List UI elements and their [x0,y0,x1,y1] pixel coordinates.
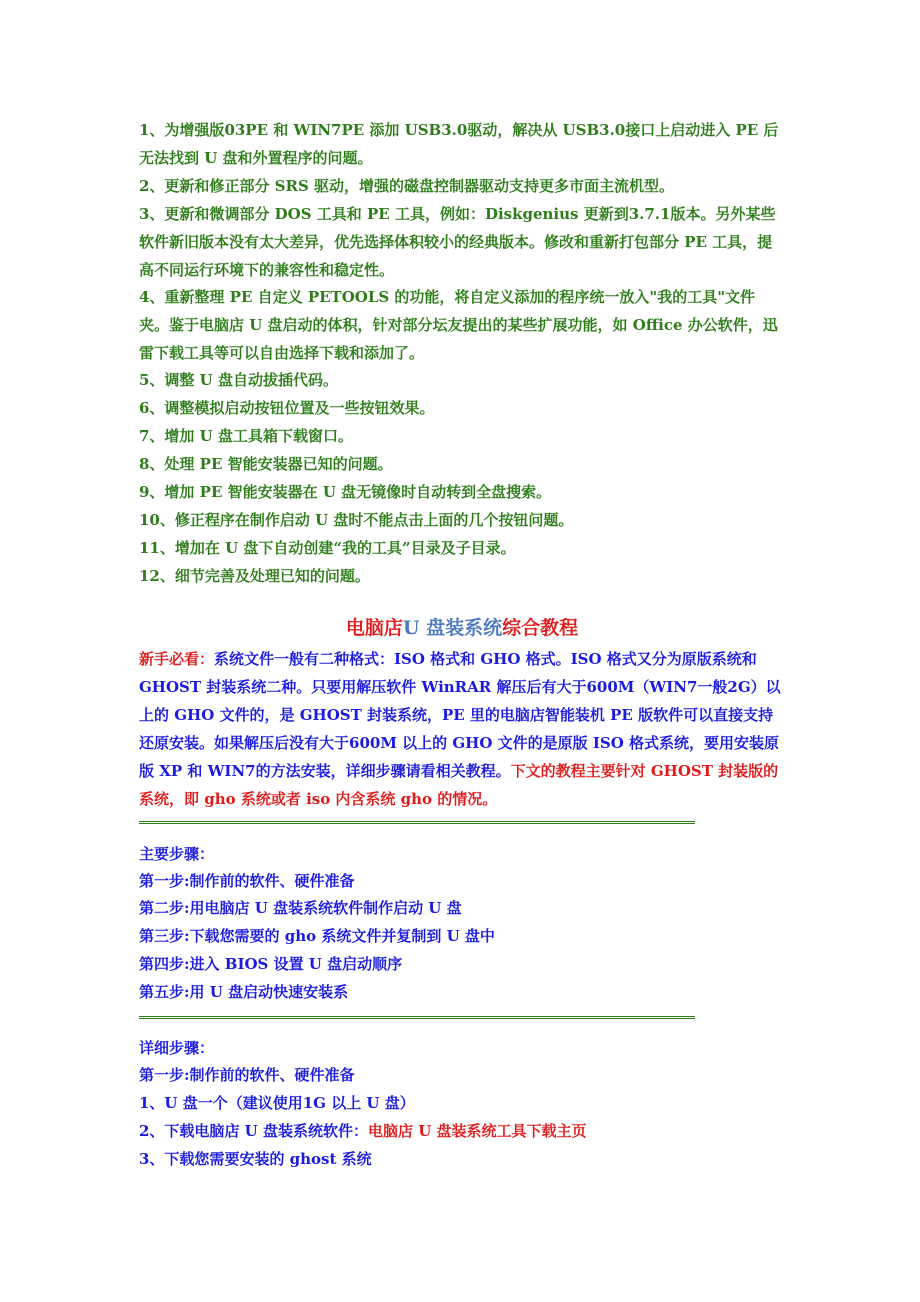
main-step-5: 第五步:用 U 盘启动快速安装系 [139,983,349,1001]
detail-steps-heading: 详细步骤： [139,1039,215,1057]
changelog-item-11: 11、增加在 U 盘下自动创建“我的工具”目录及子目录。 [139,539,516,557]
changelog-item-3: 3、更新和微调部分 DOS 工具和 PE 工具，例如：Diskgenius 更新到3.7.1版本。另外某些软件新旧版本没有太大差异，优先选择体积较小的经典版本。修改和重新打包部分 PE 工具，提高不同运行环境下的兼容性和稳定性。 [139,205,776,279]
main-steps-heading: 主要步骤： [139,845,215,863]
intro-lead: 新手必看： [139,650,215,668]
intro-body: 系统文件一般有二种格式：ISO 格式和 GHO 格式。ISO 格式又分为原版系统和 GHOST 封装系统二种。只要用解压软件 WinRAR 解压后有大于600M（WIN7一般2G）以上的 GHO 文件的，是 GHOST 封装系统，PE 里的电脑店智能装机 PE 版软件可以直接支持还原安装。如果解压后没有大于600M 以上的 GHO 文件的是原版 ISO 格式系统，要用安装原版 XP 和 WIN7的方法安装，详细步骤请看相关教程。 [139,650,781,780]
tutorial-title-part2: U 盘装系统 [402,617,503,639]
main-step-1: 第一步:制作前的软件、硬件准备 [139,872,355,890]
changelog-item-2: 2、更新和修正部分 SRS 驱动，增强的磁盘控制器驱动支持更多市面主流机型。 [139,177,675,195]
main-step-2: 第二步:用电脑店 U 盘装系统软件制作启动 U 盘 [139,899,462,917]
changelog-item-5: 5、调整 U 盘自动拔插代码。 [139,371,338,389]
main-step-3: 第三步:下载您需要的 gho 系统文件并复制到 U 盘中 [139,927,495,945]
detail-item-2-text: 2、下载电脑店 U 盘装系统软件： [139,1122,368,1140]
download-homepage-link[interactable]: 电脑店 U 盘装系统工具下载主页 [367,1122,587,1140]
changelog-item-4: 4、重新整理 PE 自定义 PETOOLS 的功能，将自定义添加的程序统一放入"我的工具"文件夹。鉴于电脑店 U 盘启动的体积，针对部分坛友提出的某些扩展功能，如 Office 办公软件，迅雷下载工具等可以自由选择下载和添加了。 [139,288,778,362]
detail-step-1: 第一步:制作前的软件、硬件准备 [139,1066,355,1084]
detail-item-3: 3、下载您需要安装的 ghost 系统 [139,1150,372,1168]
intro-note: 下文的教程主要针对 GHOST 封装版的系统，即 gho 系统或者 iso 内含系统 gho 的情况。 [139,762,779,808]
changelog-item-12: 12、细节完善及处理已知的问题。 [139,567,370,585]
divider-2 [139,1016,695,1027]
divider-1 [139,821,695,832]
changelog-item-1: 1、为增强版03PE 和 WIN7PE 添加 USB3.0驱动，解决从 USB3.0接口上启动进入 PE 后无法找到 U 盘和外置程序的问题。 [139,121,779,167]
changelog-item-6: 6、调整模拟启动按钮位置及一些按钮效果。 [139,399,435,417]
changelog-item-8: 8、处理 PE 智能安装器已知的问题。 [139,455,393,473]
detail-item-1: 1、U 盘一个（建议使用1G 以上 U 盘） [139,1094,415,1112]
main-step-4: 第四步:进入 BIOS 设置 U 盘启动顺序 [139,955,403,973]
tutorial-title-part3: 综合教程 [502,617,579,639]
changelog-item-7: 7、增加 U 盘工具箱下载窗口。 [139,427,353,445]
changelog-item-9: 9、增加 PE 智能安装器在 U 盘无镜像时自动转到全盘搜索。 [139,483,552,501]
tutorial-title-part1: 电脑店 [345,617,403,639]
intro-paragraph [139,645,785,813]
changelog-item-10: 10、修正程序在制作启动 U 盘时不能点击上面的几个按钮问题。 [139,511,574,529]
tutorial-title [139,614,785,642]
detail-item-2 [139,1117,785,1145]
